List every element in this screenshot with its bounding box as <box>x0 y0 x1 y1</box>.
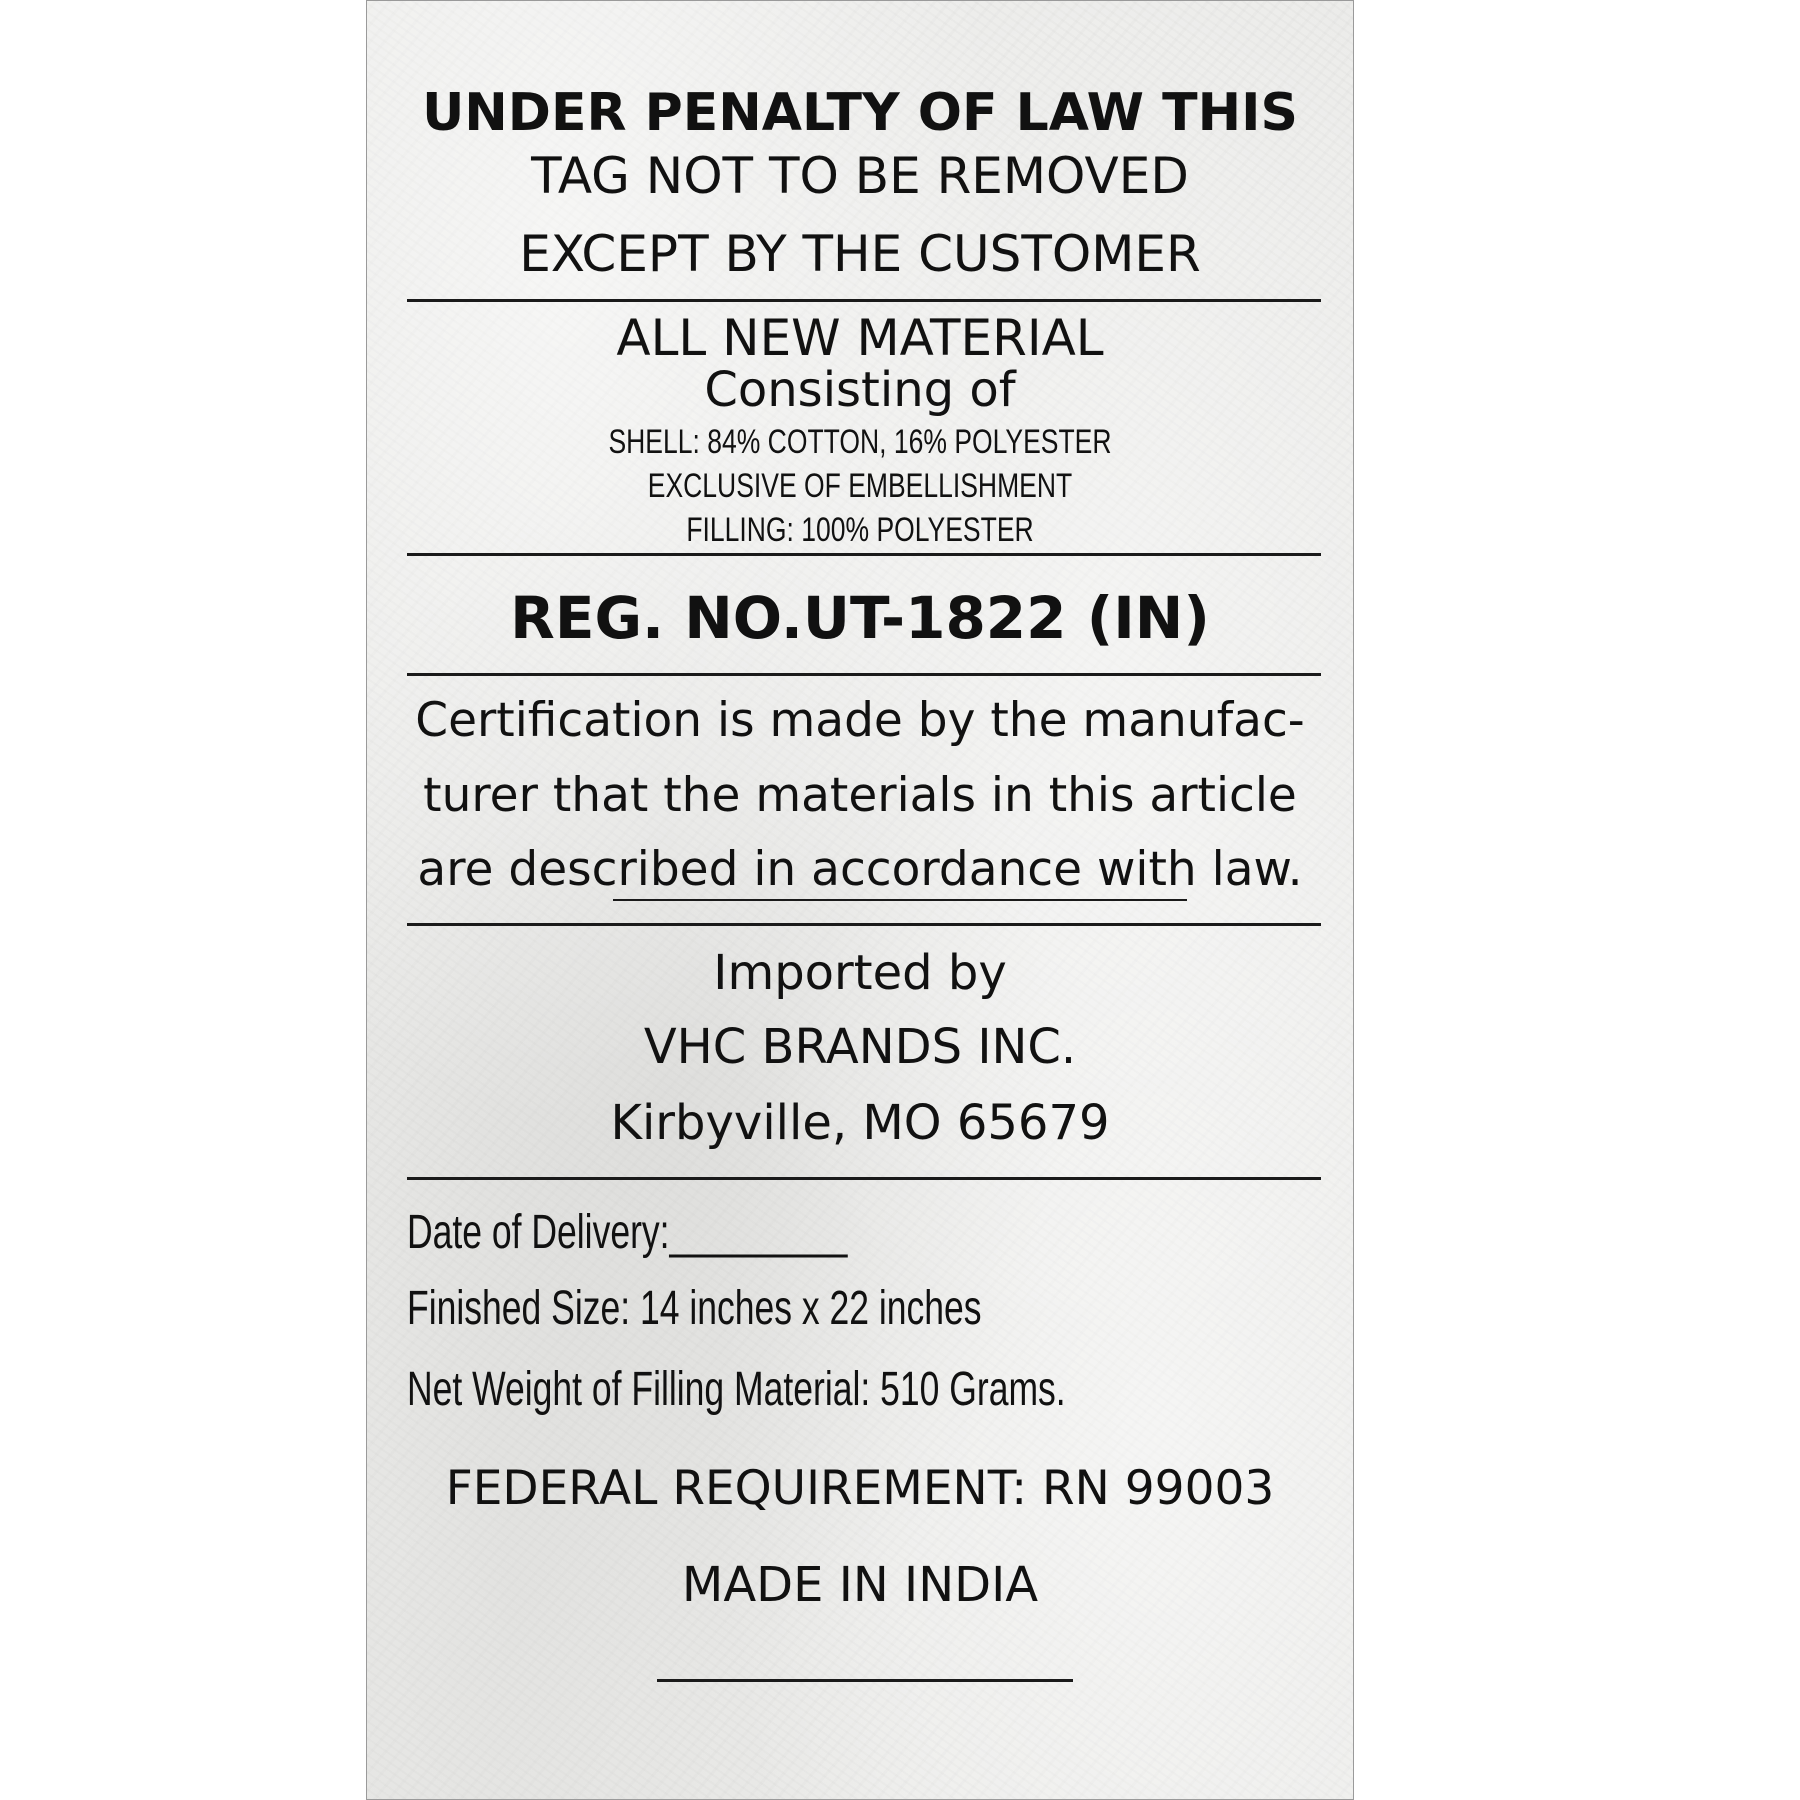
header-warning-line: UNDER PENALTY OF LAW THIS <box>422 83 1298 143</box>
importer-name: VHC BRANDS INC. <box>643 1019 1077 1075</box>
shell-composition: SHELL: 84% COTTON, 16% POLYESTER <box>608 423 1112 461</box>
delivery-date-field: Date of Delivery:_________ <box>407 1206 848 1259</box>
federal-requirement: FEDERAL REQUIREMENT: RN 99003 <box>445 1461 1275 1516</box>
country-of-origin: MADE IN INDIA <box>681 1557 1039 1613</box>
divider <box>407 553 1321 556</box>
material-subheading: Consisting of <box>704 362 1016 418</box>
registration-number: REG. NO.UT-1822 (IN) <box>510 584 1210 652</box>
filling-composition: FILLING: 100% POLYESTER <box>686 511 1034 549</box>
divider <box>407 923 1321 926</box>
certification-line: Certification is made by the manufac- <box>415 693 1305 748</box>
finished-size: Finished Size: 14 inches x 22 inches <box>407 1282 982 1335</box>
divider <box>407 299 1321 302</box>
signature-line <box>657 1679 1073 1682</box>
law-tag <box>366 0 1354 1800</box>
header-tag-line: TAG NOT TO BE REMOVED <box>531 147 1189 205</box>
importer-address: Kirbyville, MO 65679 <box>610 1095 1110 1151</box>
header-customer-line: EXCEPT BY THE CUSTOMER <box>519 225 1201 283</box>
certification-underline <box>613 899 1187 901</box>
divider <box>407 1177 1321 1180</box>
certification-line: turer that the materials in this article <box>423 768 1297 823</box>
certification-line: are described in accordance with law. <box>417 842 1303 897</box>
embellishment-note: EXCLUSIVE OF EMBELLISHMENT <box>647 467 1073 505</box>
net-weight: Net Weight of Filling Material: 510 Grams. <box>407 1363 1066 1416</box>
divider <box>407 673 1321 676</box>
importer-label: Imported by <box>713 945 1007 1001</box>
material-heading: ALL NEW MATERIAL <box>616 309 1104 367</box>
